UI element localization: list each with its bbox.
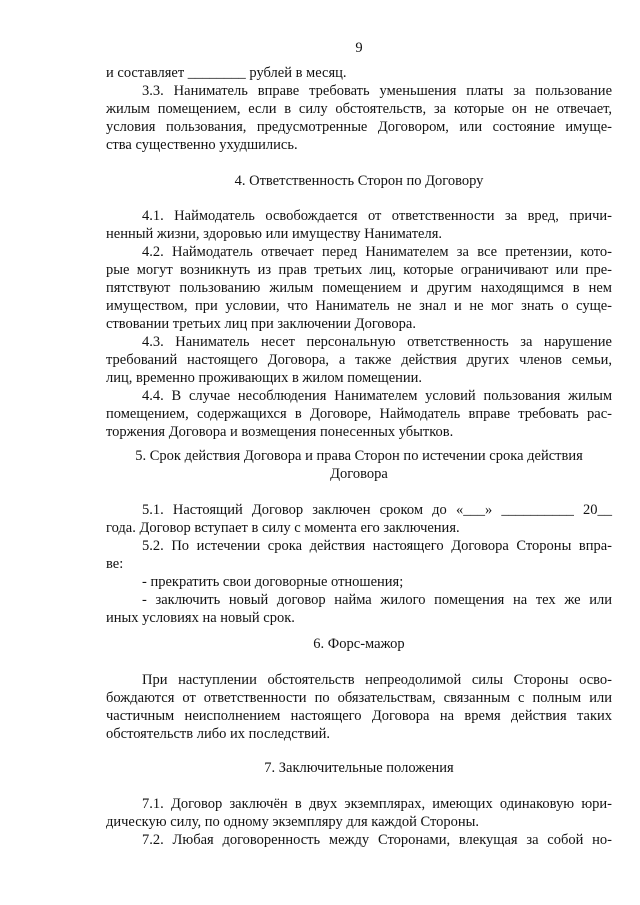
- section-4-line: имуществом, при условии, что Наниматель не знал и не мог знать о суще-: [106, 298, 612, 314]
- section-5-line: года. Договор вступает в силу с момента его заключения.: [106, 520, 460, 536]
- section-7-line: дическую силу, по одному экземпляру для каждой Стороны.: [106, 814, 480, 830]
- section-4-line: 4.4. В случае несоблюдения Нанимателем условий пользования жилым: [142, 388, 612, 404]
- section-4-heading: 4. Ответственность Сторон по Договору: [234, 173, 484, 189]
- section-6-line: частичным неисполнением настоящего Договора на время действия таких: [106, 708, 612, 724]
- section-4-line: торжения Договора и возмещения понесенных убытков.: [106, 424, 454, 440]
- section-5-line: 5.1. Настоящий Договор заключен сроком до «___» __________ 20__: [142, 502, 612, 518]
- paragraph-3-3-line: условия пользования, предусмотренные Договором, или состояние имуще-: [106, 119, 612, 135]
- section-4-line: лиц, временно проживающих в жилом помещении.: [106, 370, 423, 386]
- section-4-line: рые могут возникнуть из прав третьих лиц, которые ограничивают или пре-: [106, 262, 612, 278]
- paragraph-3-2-end: и составляет ________ рублей в месяц.: [106, 65, 347, 81]
- section-4-line: ствовании третьих лиц при заключении Договора.: [106, 316, 416, 332]
- section-5-line: ве:: [106, 556, 124, 572]
- section-4-line: 4.3. Наниматель несет персональную ответственность за нарушение: [142, 334, 612, 350]
- section-5-line: 5.2. По истечении срока действия настоящего Договора Стороны впра-: [142, 538, 612, 554]
- section-7-heading: 7. Заключительные положения: [264, 760, 454, 776]
- section-5-heading-cont: Договора: [330, 466, 388, 482]
- section-7-line: 7.1. Договор заключён в двух экземплярах, имеющих одинаковую юри-: [142, 796, 612, 812]
- section-4-line: 4.1. Наймодатель освобождается от ответственности за вред, причи-: [142, 208, 612, 224]
- section-4-line: пятствуют пользованию жилым помещением и другим находящимся в нем: [106, 280, 612, 296]
- section-6-line: обстоятельств либо их последствий.: [106, 726, 331, 742]
- paragraph-3-3-line: жилым помещением, если в силу обстоятельств, за которые он не отвечает,: [106, 101, 612, 117]
- section-5-heading: 5. Срок действия Договора и права Сторон по истечении срока действия: [135, 448, 583, 464]
- section-5-line: иных условиях на новый срок.: [106, 610, 295, 626]
- paragraph-3-3-line: 3.3. Наниматель вправе требовать уменьшения платы за пользование: [142, 83, 612, 99]
- section-4-line: требований настоящего Договора, а также действия других членов семьи,: [106, 352, 612, 368]
- section-6-line: При наступлении обстоятельств непреодолимой силы Стороны осво-: [142, 672, 612, 688]
- section-5-line: - заключить новый договор найма жилого помещения на тех же или: [142, 592, 612, 608]
- section-6-heading: 6. Форс-мажор: [313, 636, 405, 652]
- section-4-line: помещением, содержащихся в Договоре, Наймодатель вправе требовать рас-: [106, 406, 612, 422]
- page-number: 9: [355, 40, 363, 56]
- section-7-line: 7.2. Любая договоренность между Сторонами, влекущая за собой но-: [142, 832, 612, 848]
- section-6-line: бождаются от ответственности по обязательствам, связанным с полным или: [106, 690, 612, 706]
- section-4-line: 4.2. Наймодатель отвечает перед Нанимателем за все претензии, кото-: [142, 244, 612, 260]
- paragraph-3-3-line: ства существенно ухудшились.: [106, 137, 298, 153]
- section-5-line: - прекратить свои договорные отношения;: [142, 574, 404, 590]
- section-4-line: ненный жизни, здоровью или имуществу Нанимателя.: [106, 226, 443, 242]
